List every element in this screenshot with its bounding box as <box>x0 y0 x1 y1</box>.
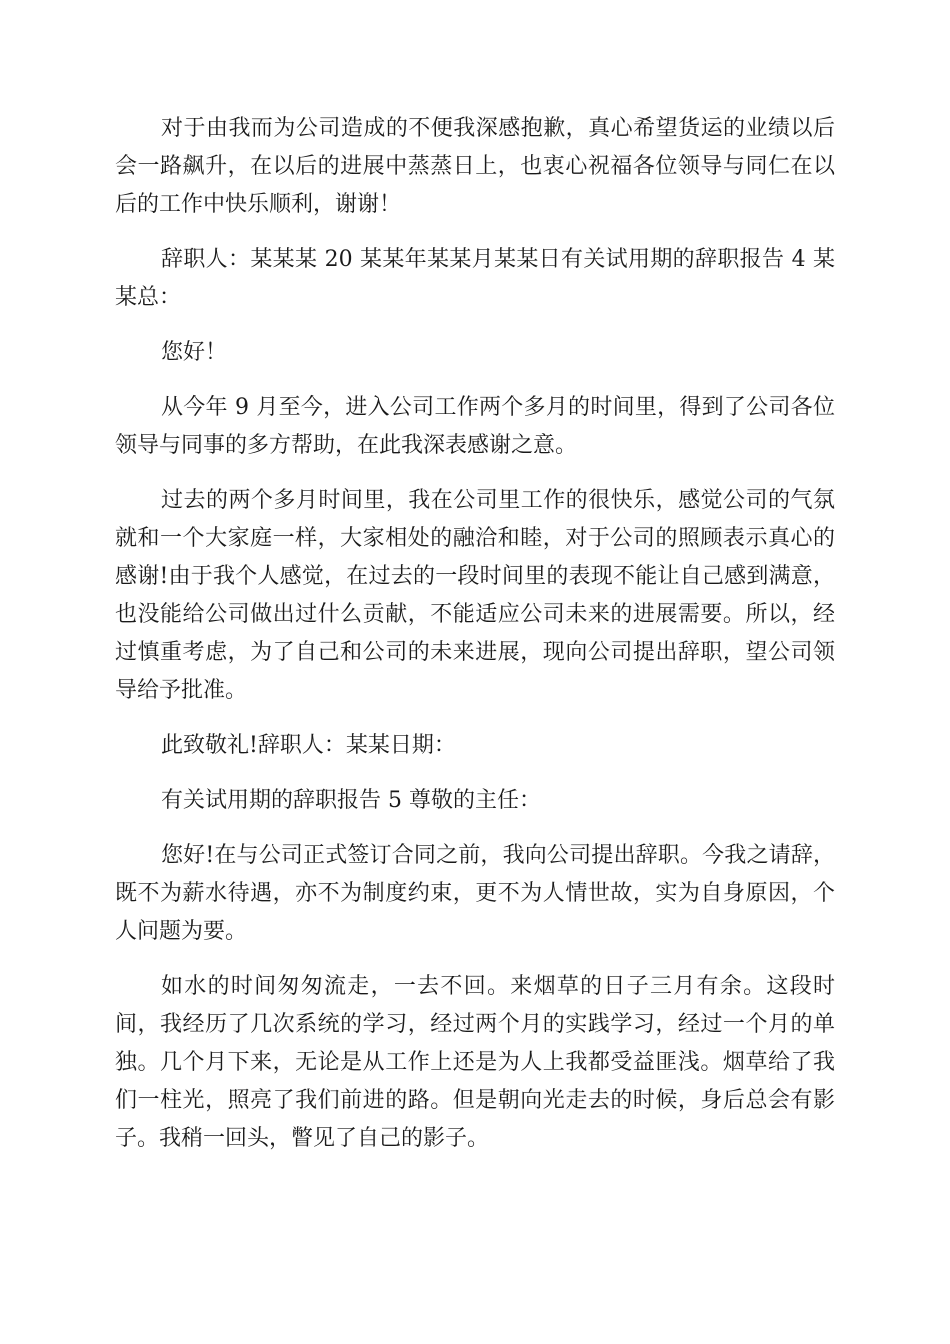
paragraph-greeting: 您好！ <box>161 340 228 365</box>
paragraph-resignation-notice: 您好!在与公司正式签订合同之前，我向公司提出辞职。今我之请辞，既不为薪水待遇，亦不为制度约束，更不为人情世故，实为自身原因，个人问题为要。 <box>115 843 835 944</box>
paragraph-signature-and-heading-4: 辞职人：某某某 20 某某年某某月某某日有关试用期的辞职报告 4 某某总： <box>115 247 835 310</box>
paragraph-reason: 过去的两个多月时间里，我在公司里工作的很快乐，感觉公司的气氛就和一个大家庭一样，大家相处的融洽和睦，对于公司的照顾表示真心的感谢!由于我个人感觉，在过去的一段时间里的表现不能让自己感到满意，也没能给公司做出过什么贡献，不能适应公司未来的进展需要。所以，经过慎重考虑，为了自己和公司的未来进展，现向公司提出辞职，望公司领导给予批准。 <box>115 488 835 703</box>
document-body <box>115 110 835 1175</box>
paragraph-closing: 此致敬礼!辞职人：某某日期： <box>161 733 456 758</box>
paragraph-heading-5: 有关试用期的辞职报告 5 尊敬的主任： <box>161 788 541 813</box>
paragraph-reflection: 如水的时间匆匆流走，一去不回。来烟草的日子三月有余。这段时间，我经历了几次系统的学习，经过两个月的实践学习，经过一个月的单独。几个月下来，无论是从工作上还是为人上我都受益匪浅。烟草给了我们一柱光，照亮了我们前进的路。但是朝向光走去的时候，身后总会有影子。我稍一回头，瞥见了自己的影子。 <box>115 974 835 1151</box>
paragraph-thanks: 从今年 9 月至今，进入公司工作两个多月的时间里，得到了公司各位领导与同事的多方帮助，在此我深表感谢之意。 <box>115 395 835 458</box>
paragraph-apology: 对于由我而为公司造成的不便我深感抱歉，真心希望货运的业绩以后会一路飙升，在以后的进展中蒸蒸日上，也衷心祝福各位领导与同仁在以后的工作中快乐顺利，谢谢！ <box>115 116 835 217</box>
